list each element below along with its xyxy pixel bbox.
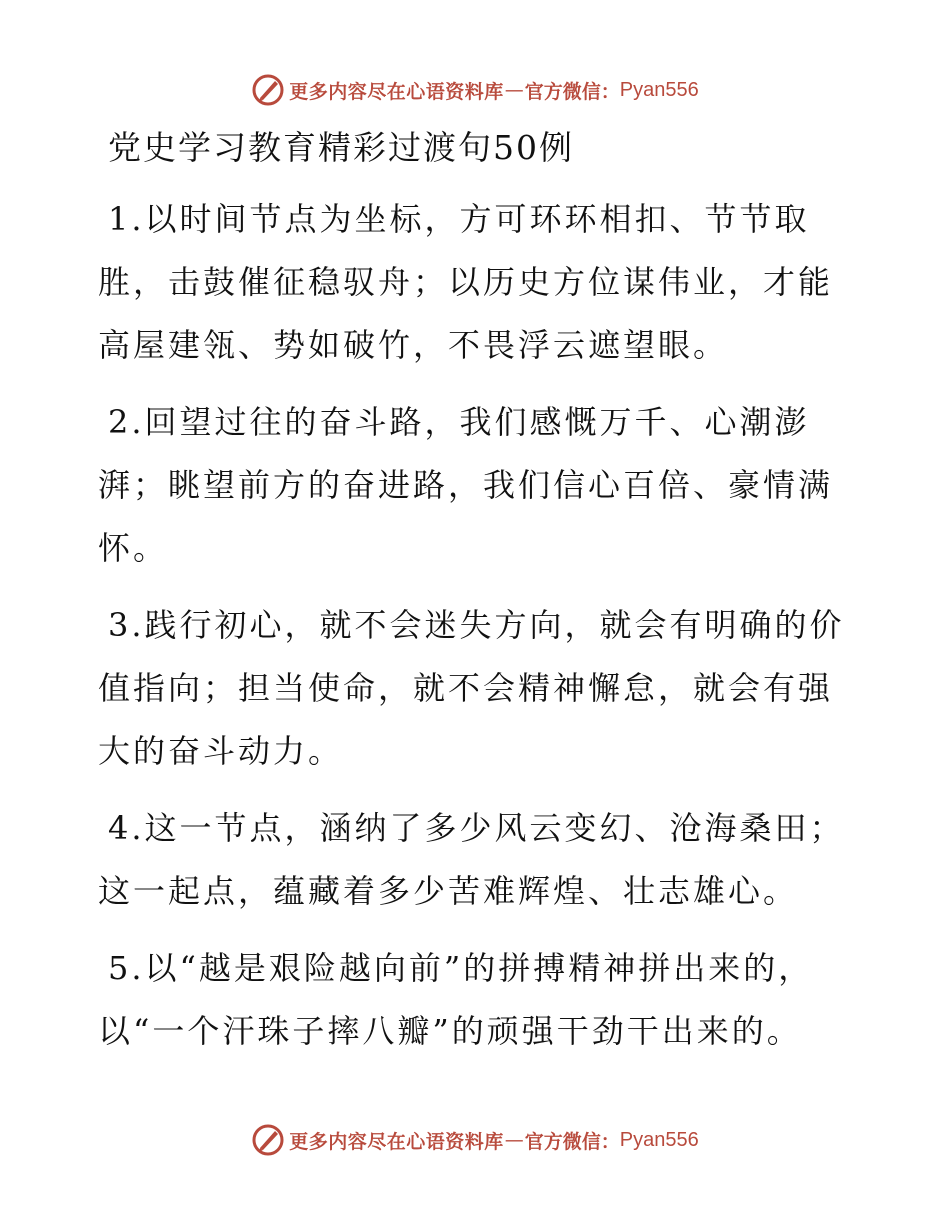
watermark-dash: —: [504, 79, 524, 101]
quill-logo-icon: [251, 73, 285, 107]
watermark-official-label: 官方微信：: [524, 80, 620, 103]
watermark-wechat-id: Pyan556: [619, 78, 699, 101]
footer-watermark: [0, 1120, 950, 1160]
document-title: 党史学习教育精彩过渡句50例: [108, 128, 574, 167]
watermark-dash: —: [504, 1129, 524, 1151]
transition-sentence-2: 2.回望过往的奋斗路，我们感慨万千、心潮澎湃；眺望前方的奋进路，我们信心百倍、豪情满怀。: [98, 403, 834, 567]
quill-logo-icon: [251, 1123, 285, 1157]
document-body: [98, 188, 853, 1077]
watermark-official-label: 官方微信：: [524, 1130, 620, 1153]
transition-sentence-5: 5.以“越是艰险越向前”的拼搏精神拼出来的，以“一个汗珠子摔八瓣”的顽强干劲干出来的。: [98, 949, 814, 1050]
header-watermark: [0, 70, 950, 110]
watermark-site-text: 更多内容尽在心语资料库: [289, 80, 504, 103]
transition-sentence-1: 1.以时间节点为坐标，方可环环相扣、节节取胜，击鼓催征稳驭舟；以历史方位谋伟业，才能高屋建瓴、势如破竹，不畏浮云遮望眼。: [98, 200, 834, 364]
transition-sentence-4: 4.这一节点，涵纳了多少风云变幻、沧海桑田；这一起点，蕴藏着多少苦难辉煌、壮志雄心。: [98, 809, 845, 910]
watermark-site-text: 更多内容尽在心语资料库: [289, 1130, 504, 1153]
transition-sentence-3: 3.践行初心，就不会迷失方向，就会有明确的价值指向；担当使命，就不会精神懈怠，就会有强大的奋斗动力。: [98, 606, 845, 770]
watermark-wechat-id: Pyan556: [619, 1128, 699, 1151]
